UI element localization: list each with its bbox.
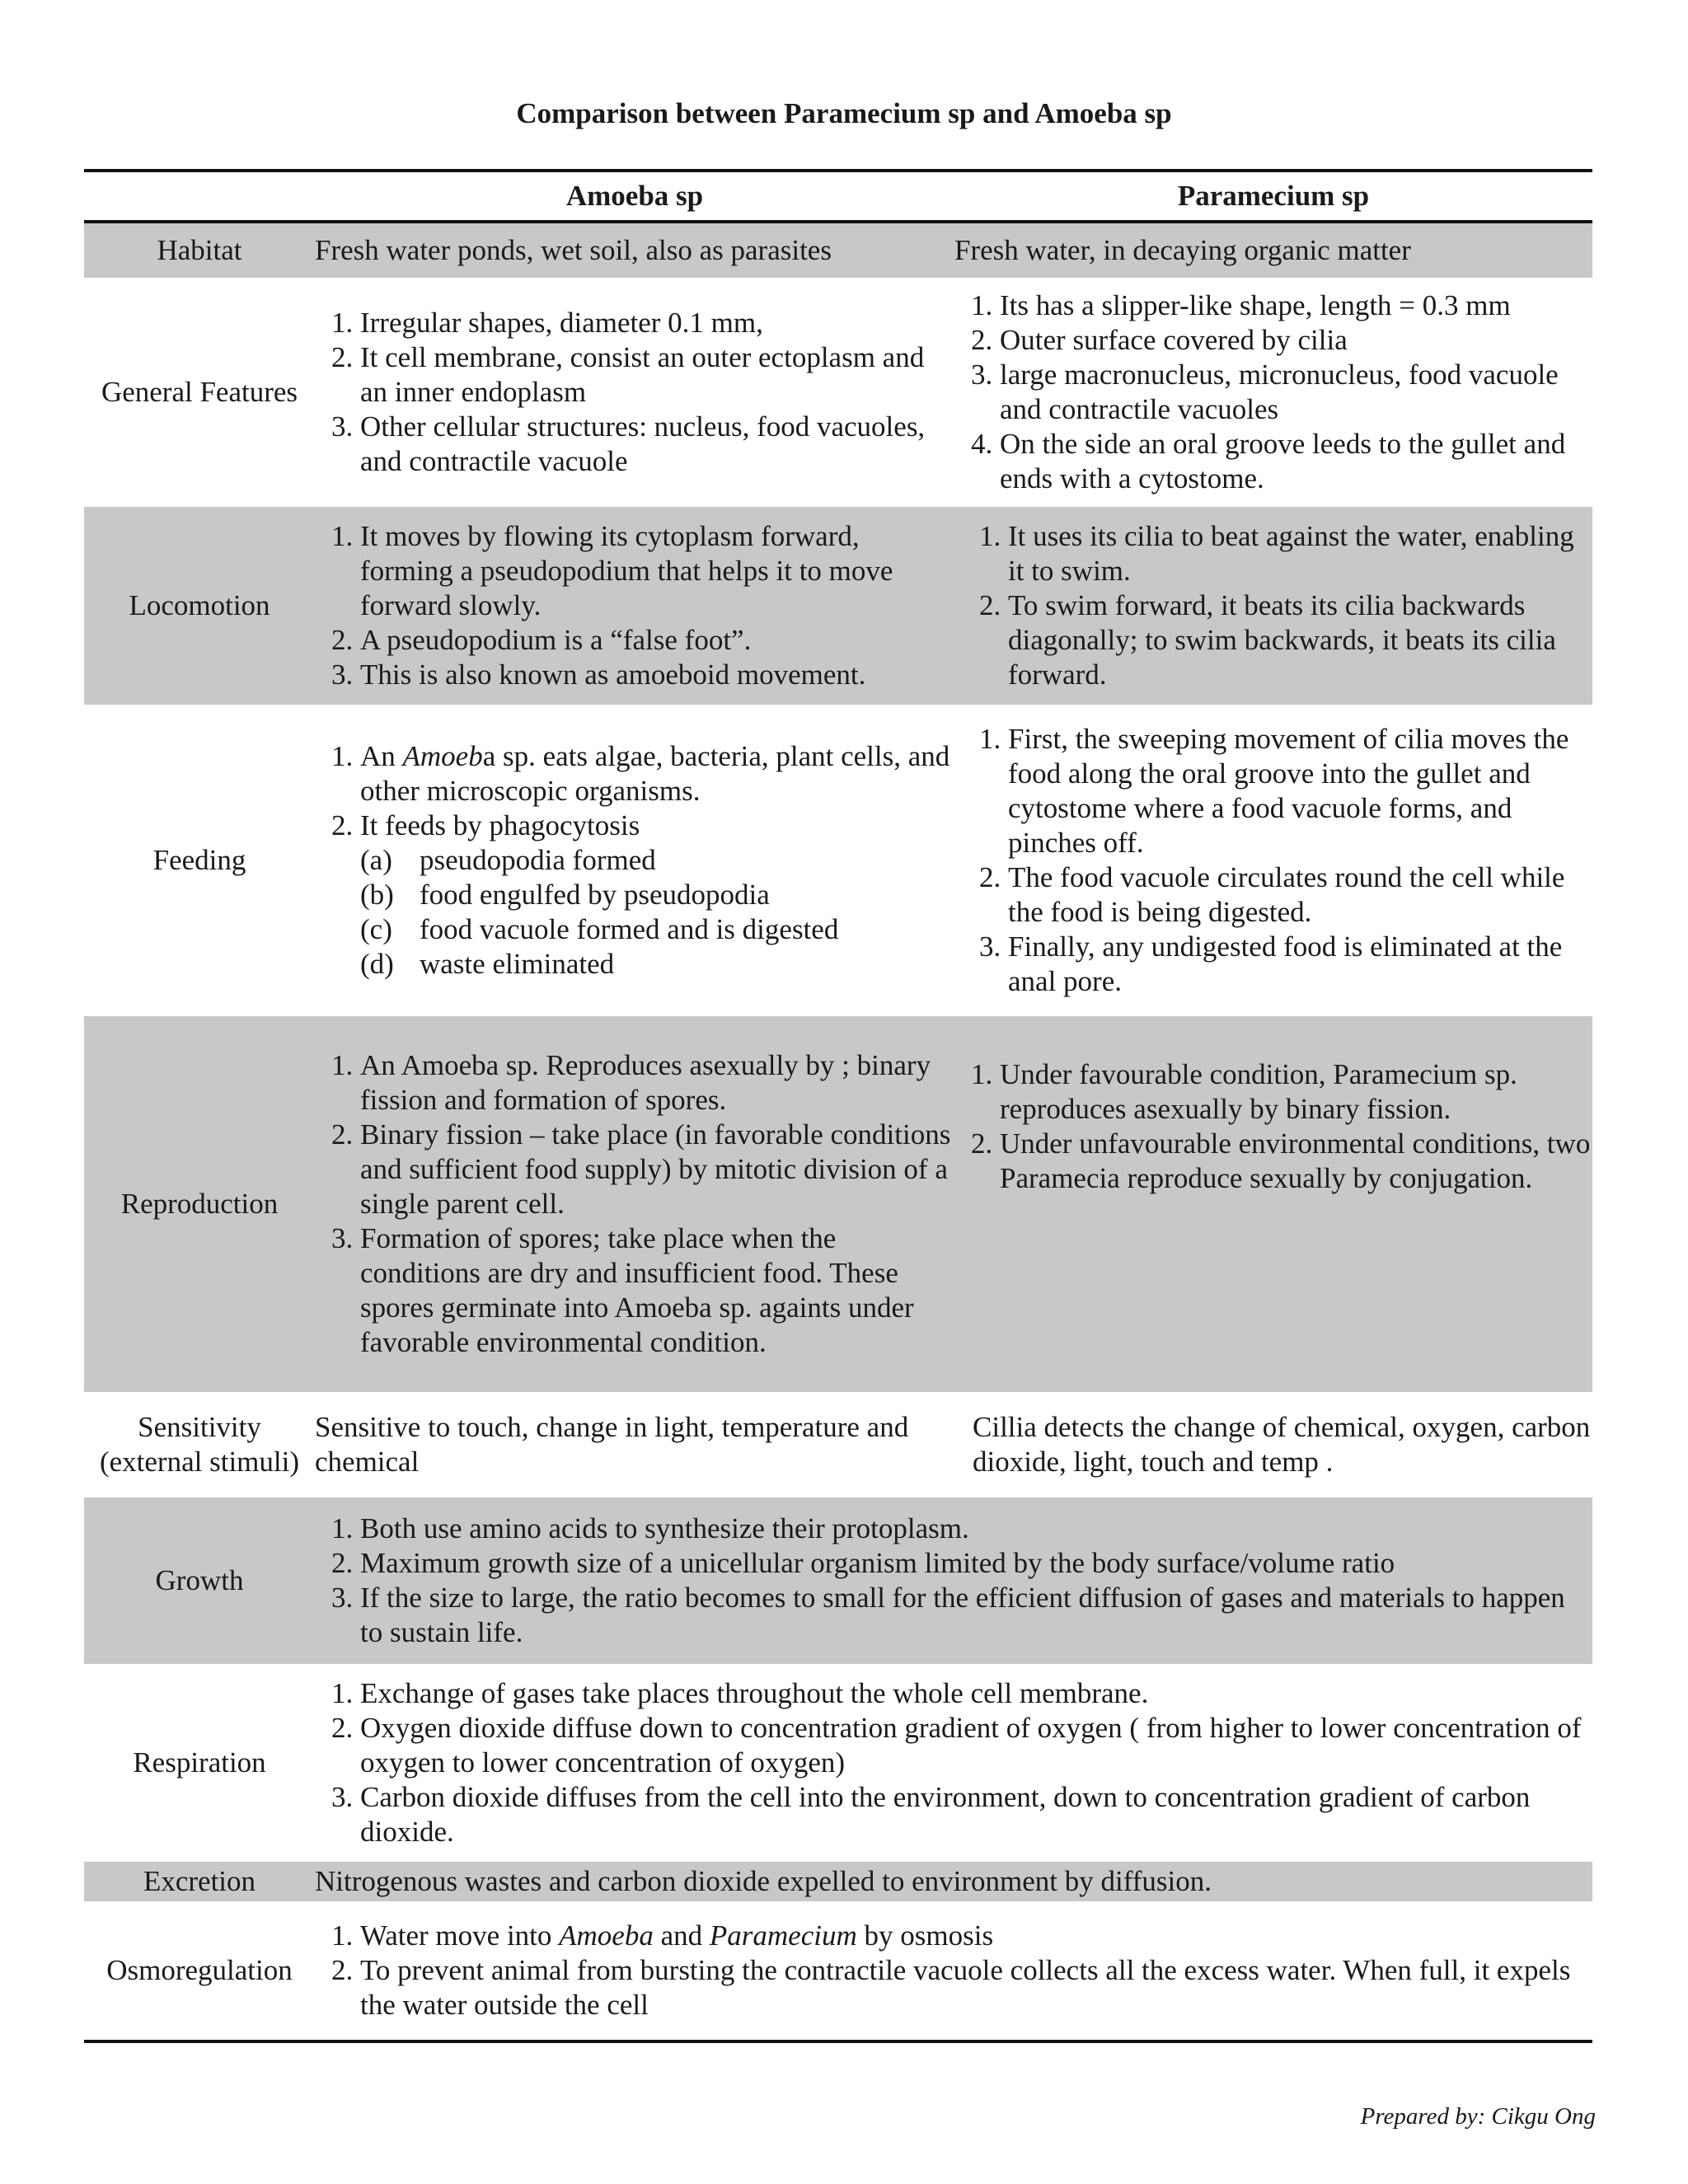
list-item: 2. Maximum growth size of a unicellular organism limited by the body surface/volume ratio <box>360 1546 1592 1581</box>
list-item: 1. An Amoeba sp. Reproduces asexually by ; binary fission and formation of spores. <box>360 1048 954 1118</box>
row-label-respiration: Respiration <box>133 1746 266 1779</box>
list-item: 2. To prevent animal from bursting the contractile vacuole collects all the excess water. When full, it expels the water outside the cell <box>360 1953 1592 2022</box>
row-label-general: General Features <box>101 376 298 408</box>
author-credit: Prepared by: Cikgu Ong <box>1360 2103 1596 2130</box>
row-general <box>84 278 1592 507</box>
list-item: 2. A pseudopodium is a “false foot”. <box>360 623 954 658</box>
list-item: 1. Water move into Amoeba and Paramecium by osmosis <box>360 1919 1592 1953</box>
reproduction-amoeba <box>315 1016 954 1392</box>
sensitivity-amoeba: Sensitive to touch, change in light, temperature and chemical <box>315 1411 909 1478</box>
locomotion-amoeba <box>315 507 954 705</box>
osmoregulation-both <box>315 1901 1592 2041</box>
row-reproduction <box>84 1016 1592 1392</box>
page-title: Comparison between Paramecium sp and Amoeba sp <box>516 97 1172 129</box>
list-item: 1. Exchange of gases take places throughout the whole cell membrane. <box>360 1676 1592 1711</box>
row-respiration <box>84 1664 1592 1862</box>
list-item: 1. Its has a slipper-like shape, length = 0.3 mm <box>1000 288 1592 323</box>
list-item: 2. Binary fission – take place (in favorable conditions and sufficient food supply) by mitotic division of a single parent cell. <box>360 1118 954 1221</box>
row-habitat <box>84 222 1592 278</box>
list-item: 3. Formation of spores; take place when the conditions are dry and insufficient food. These spores germinate into Amoeba sp. againts under favorable environmental condition. <box>360 1221 954 1360</box>
list-item: 3. This is also known as amoeboid movement. <box>360 658 954 692</box>
row-label-excretion: Excretion <box>84 1862 315 1901</box>
list-item: 2. It feeds by phagocytosis (a) pseudopodia formed (b) food engulfed by pseudopodia (c) food vacuole formed and is digested (d) waste eliminated <box>360 808 954 982</box>
row-label-habitat: Habitat <box>84 222 315 278</box>
locomotion-paramecium <box>954 507 1592 705</box>
growth-both <box>315 1497 1592 1664</box>
list-item: 1. Irregular shapes, diameter 0.1 mm, <box>360 306 954 340</box>
list-item: 4. On the side an oral groove leeds to the gullet and ends with a cytostome. <box>1000 427 1592 496</box>
list-item: 1. Both use amino acids to synthesize their protoplasm. <box>360 1511 1592 1546</box>
list-item: 3. Finally, any undigested food is eliminated at the anal pore. <box>1008 930 1592 999</box>
row-sensitivity <box>84 1392 1592 1497</box>
list-item: 1. It uses its cilia to beat against the water, enabling it to swim. <box>1008 519 1592 588</box>
sensitivity-paramecium: Cillia detects the change of chemical, oxygen, carbon dioxide, light, touch and temp . <box>973 1411 1591 1478</box>
list-item: 2. To swim forward, it beats its cilia backwards diagonally; to swim backwards, it beats its cilia forward. <box>1008 588 1592 692</box>
row-locomotion <box>84 507 1592 705</box>
general-paramecium <box>954 278 1592 507</box>
list-item: 3. large macronucleus, micronucleus, food vacuole and contractile vacuoles <box>1000 358 1592 427</box>
list-item: 2. The food vacuole circulates round the cell while the food is being digested. <box>1008 860 1592 930</box>
general-amoeba <box>315 278 954 507</box>
sub-list-item: (c) food vacuole formed and is digested <box>360 913 839 945</box>
respiration-both <box>315 1664 1592 1862</box>
list-item: 1. Under favourable condition, Paramecium sp. reproduces asexually by binary fission. <box>1000 1057 1592 1127</box>
list-item: 3. Other cellular structures: nucleus, food vacuoles, and contractile vacuole <box>360 410 954 479</box>
row-label-locomotion: Locomotion <box>84 507 315 705</box>
row-label-feeding: Feeding <box>152 844 246 876</box>
list-item: 3. If the size to large, the ratio becomes to small for the efficient diffusion of gases and materials to happen to sustain life. <box>360 1581 1592 1650</box>
list-item: 2. Under unfavourable environmental conditions, two Paramecia reproduce sexually by conjugation. <box>1000 1127 1592 1196</box>
row-excretion <box>84 1862 1592 1901</box>
header-row <box>84 171 1592 222</box>
row-label-osmoregulation: Osmoregulation <box>84 1901 315 2041</box>
row-label-reproduction: Reproduction <box>84 1016 315 1392</box>
list-item: 1. An Amoeba sp. eats algae, bacteria, plant cells, and other microscopic organisms. <box>360 739 954 808</box>
habitat-amoeba: Fresh water ponds, wet soil, also as parasites <box>315 222 954 278</box>
sub-list-item: (b) food engulfed by pseudopodia <box>360 879 770 911</box>
list-item: 1. It moves by flowing its cytoplasm forward, forming a pseudopodium that helps it to move forward slowly. <box>360 519 954 623</box>
excretion-both: Nitrogenous wastes and carbon dioxide expelled to environment by diffusion. <box>315 1862 1592 1901</box>
header-paramecium: Paramecium sp <box>954 171 1592 222</box>
list-item: 1. First, the sweeping movement of cilia moves the food along the oral groove into the gullet and cytostome where a food vacuole forms, and pinches off. <box>1008 722 1592 860</box>
row-label-growth: Growth <box>84 1497 315 1664</box>
feeding-paramecium <box>954 705 1592 1016</box>
list-item: 2. It cell membrane, consist an outer ectoplasm and an inner endoplasm <box>360 340 954 410</box>
reproduction-paramecium <box>954 1016 1592 1392</box>
list-item: 3. Carbon dioxide diffuses from the cell into the environment, down to concentration gradient of carbon dioxide. <box>360 1780 1592 1849</box>
row-osmoregulation <box>84 1901 1592 2041</box>
feeding-amoeba <box>315 705 954 1016</box>
comparison-table <box>84 169 1592 2043</box>
habitat-paramecium: Fresh water, in decaying organic matter <box>954 222 1592 278</box>
sub-list-item: (a) pseudopodia formed <box>360 844 656 876</box>
header-blank <box>84 171 315 222</box>
list-item: 2. Oxygen dioxide diffuse down to concentration gradient of oxygen ( from higher to lower concentration of oxygen to lower concentration of oxygen) <box>360 1711 1592 1780</box>
row-label-sensitivity: Sensitivity (external stimuli) <box>99 1411 299 1478</box>
sub-list-item: (d) waste eliminated <box>360 948 615 980</box>
row-feeding <box>84 705 1592 1016</box>
header-amoeba: Amoeba sp <box>315 171 954 222</box>
list-item: 2. Outer surface covered by cilia <box>1000 323 1592 358</box>
row-growth <box>84 1497 1592 1664</box>
